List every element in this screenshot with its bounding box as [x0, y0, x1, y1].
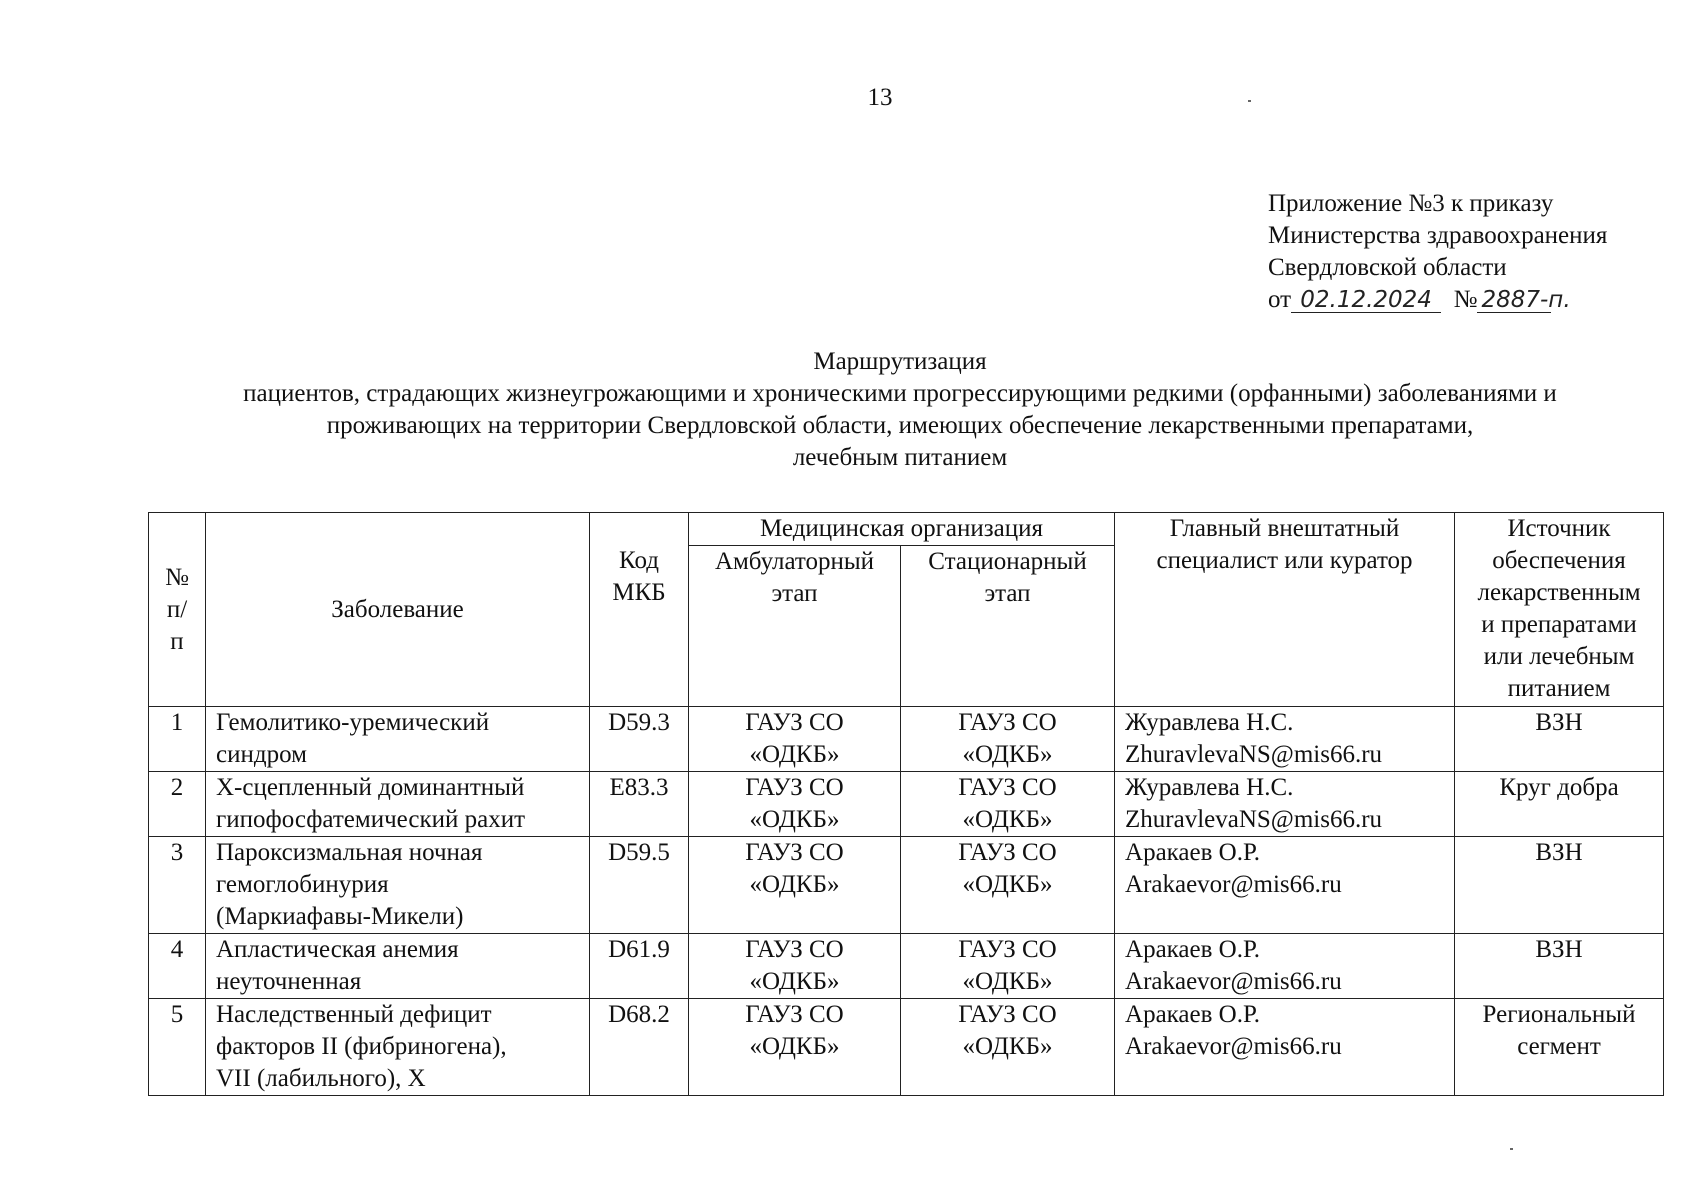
inpatient-org: ГАУЗ СО «ОДКБ»: [901, 999, 1115, 1096]
inpatient-org: ГАУЗ СО «ОДКБ»: [901, 837, 1115, 934]
routing-table: [148, 512, 1664, 1096]
icd-code: E83.3: [590, 772, 689, 837]
table-row: [149, 772, 1664, 837]
table-row: [149, 707, 1664, 772]
source-cell: ВЗН: [1455, 707, 1664, 772]
inpatient-org: ГАУЗ СО «ОДКБ»: [901, 934, 1115, 999]
header-outpatient: Амбулаторный этап: [689, 546, 901, 707]
number-label: №: [1453, 286, 1478, 313]
title-line-2: пациентов, страдающих жизнеугрожающими и хроническими прогрессирующими редкими (орфанными) заболеваниями и: [243, 380, 1557, 407]
appendix-line-1: Приложение №3 к приказу: [1268, 190, 1554, 217]
specialist-cell: Журавлева Н.С. ZhuravlevaNS@mis66.ru: [1115, 707, 1455, 772]
outpatient-org: ГАУЗ СО «ОДКБ»: [689, 934, 901, 999]
icd-code: D68.2: [590, 999, 689, 1096]
title-line-4: лечебным питанием: [792, 444, 1008, 471]
header-icd: Код МКБ: [590, 513, 689, 707]
outpatient-org: ГАУЗ СО «ОДКБ»: [689, 999, 901, 1096]
row-number: 3: [149, 837, 206, 934]
row-number: 2: [149, 772, 206, 837]
header-med-org: Медицинская организация: [689, 513, 1115, 546]
appendix-order-line: [1268, 284, 1607, 316]
source-cell: Региональный сегмент: [1455, 999, 1664, 1096]
page-number: 13: [867, 84, 893, 111]
disease-cell: Х-сцепленный доминантный гипофосфатемический рахит: [206, 772, 590, 837]
disease-cell: Гемолитико-уремический синдром: [206, 707, 590, 772]
icd-code: D61.9: [590, 934, 689, 999]
inpatient-org: ГАУЗ СО «ОДКБ»: [901, 772, 1115, 837]
title-line-1: Маршрутизация: [813, 348, 987, 375]
source-cell: Круг добра: [1455, 772, 1664, 837]
icd-code: D59.3: [590, 707, 689, 772]
document-title: [150, 346, 1650, 474]
source-cell: ВЗН: [1455, 837, 1664, 934]
header-source: Источник обеспечения лекарственным и препаратами или лечебным питанием: [1455, 513, 1664, 707]
scan-speck: [1510, 1148, 1513, 1150]
icd-code: D59.5: [590, 837, 689, 934]
table-row: [149, 934, 1664, 999]
disease-cell: Наследственный дефицит факторов II (фибриногена), VII (лабильного), X: [206, 999, 590, 1096]
outpatient-org: ГАУЗ СО «ОДКБ»: [689, 707, 901, 772]
specialist-cell: Журавлева Н.С. ZhuravlevaNS@mis66.ru: [1115, 772, 1455, 837]
disease-cell: Апластическая анемия неуточненная: [206, 934, 590, 999]
specialist-cell: Аракаев О.Р. Arakaevor@mis66.ru: [1115, 934, 1455, 999]
appendix-line-2: Министерства здравоохранения: [1268, 222, 1608, 249]
title-line-3: проживающих на территории Свердловской области, имеющих обеспечение лекарственными препаратами,: [326, 412, 1474, 439]
header-inpatient: Стационарный этап: [901, 546, 1115, 707]
specialist-cell: Аракаев О.Р. Arakaevor@mis66.ru: [1115, 837, 1455, 934]
specialist-cell: Аракаев О.Р. Arakaevor@mis66.ru: [1115, 999, 1455, 1096]
handwritten-order-number: 2887-п.: [1477, 288, 1551, 313]
row-number: 1: [149, 707, 206, 772]
row-number: 4: [149, 934, 206, 999]
source-cell: ВЗН: [1455, 934, 1664, 999]
header-row-1: [149, 513, 1664, 546]
header-disease: Заболевание: [206, 513, 590, 707]
handwritten-date: 02.12.2024: [1291, 288, 1441, 313]
table-row: [149, 837, 1664, 934]
inpatient-org: ГАУЗ СО «ОДКБ»: [901, 707, 1115, 772]
outpatient-org: ГАУЗ СО «ОДКБ»: [689, 837, 901, 934]
header-specialist: Главный внештатный специалист или куратор: [1115, 513, 1455, 707]
appendix-line-3: Свердловской области: [1268, 254, 1507, 281]
row-number: 5: [149, 999, 206, 1096]
from-label: от: [1268, 286, 1292, 313]
appendix-block: [1268, 188, 1607, 316]
scan-speck: [1248, 100, 1251, 102]
disease-cell: Пароксизмальная ночная гемоглобинурия (Маркиафавы-Микели): [206, 837, 590, 934]
table-row: [149, 999, 1664, 1096]
header-num: № п/ п: [149, 513, 206, 707]
outpatient-org: ГАУЗ СО «ОДКБ»: [689, 772, 901, 837]
